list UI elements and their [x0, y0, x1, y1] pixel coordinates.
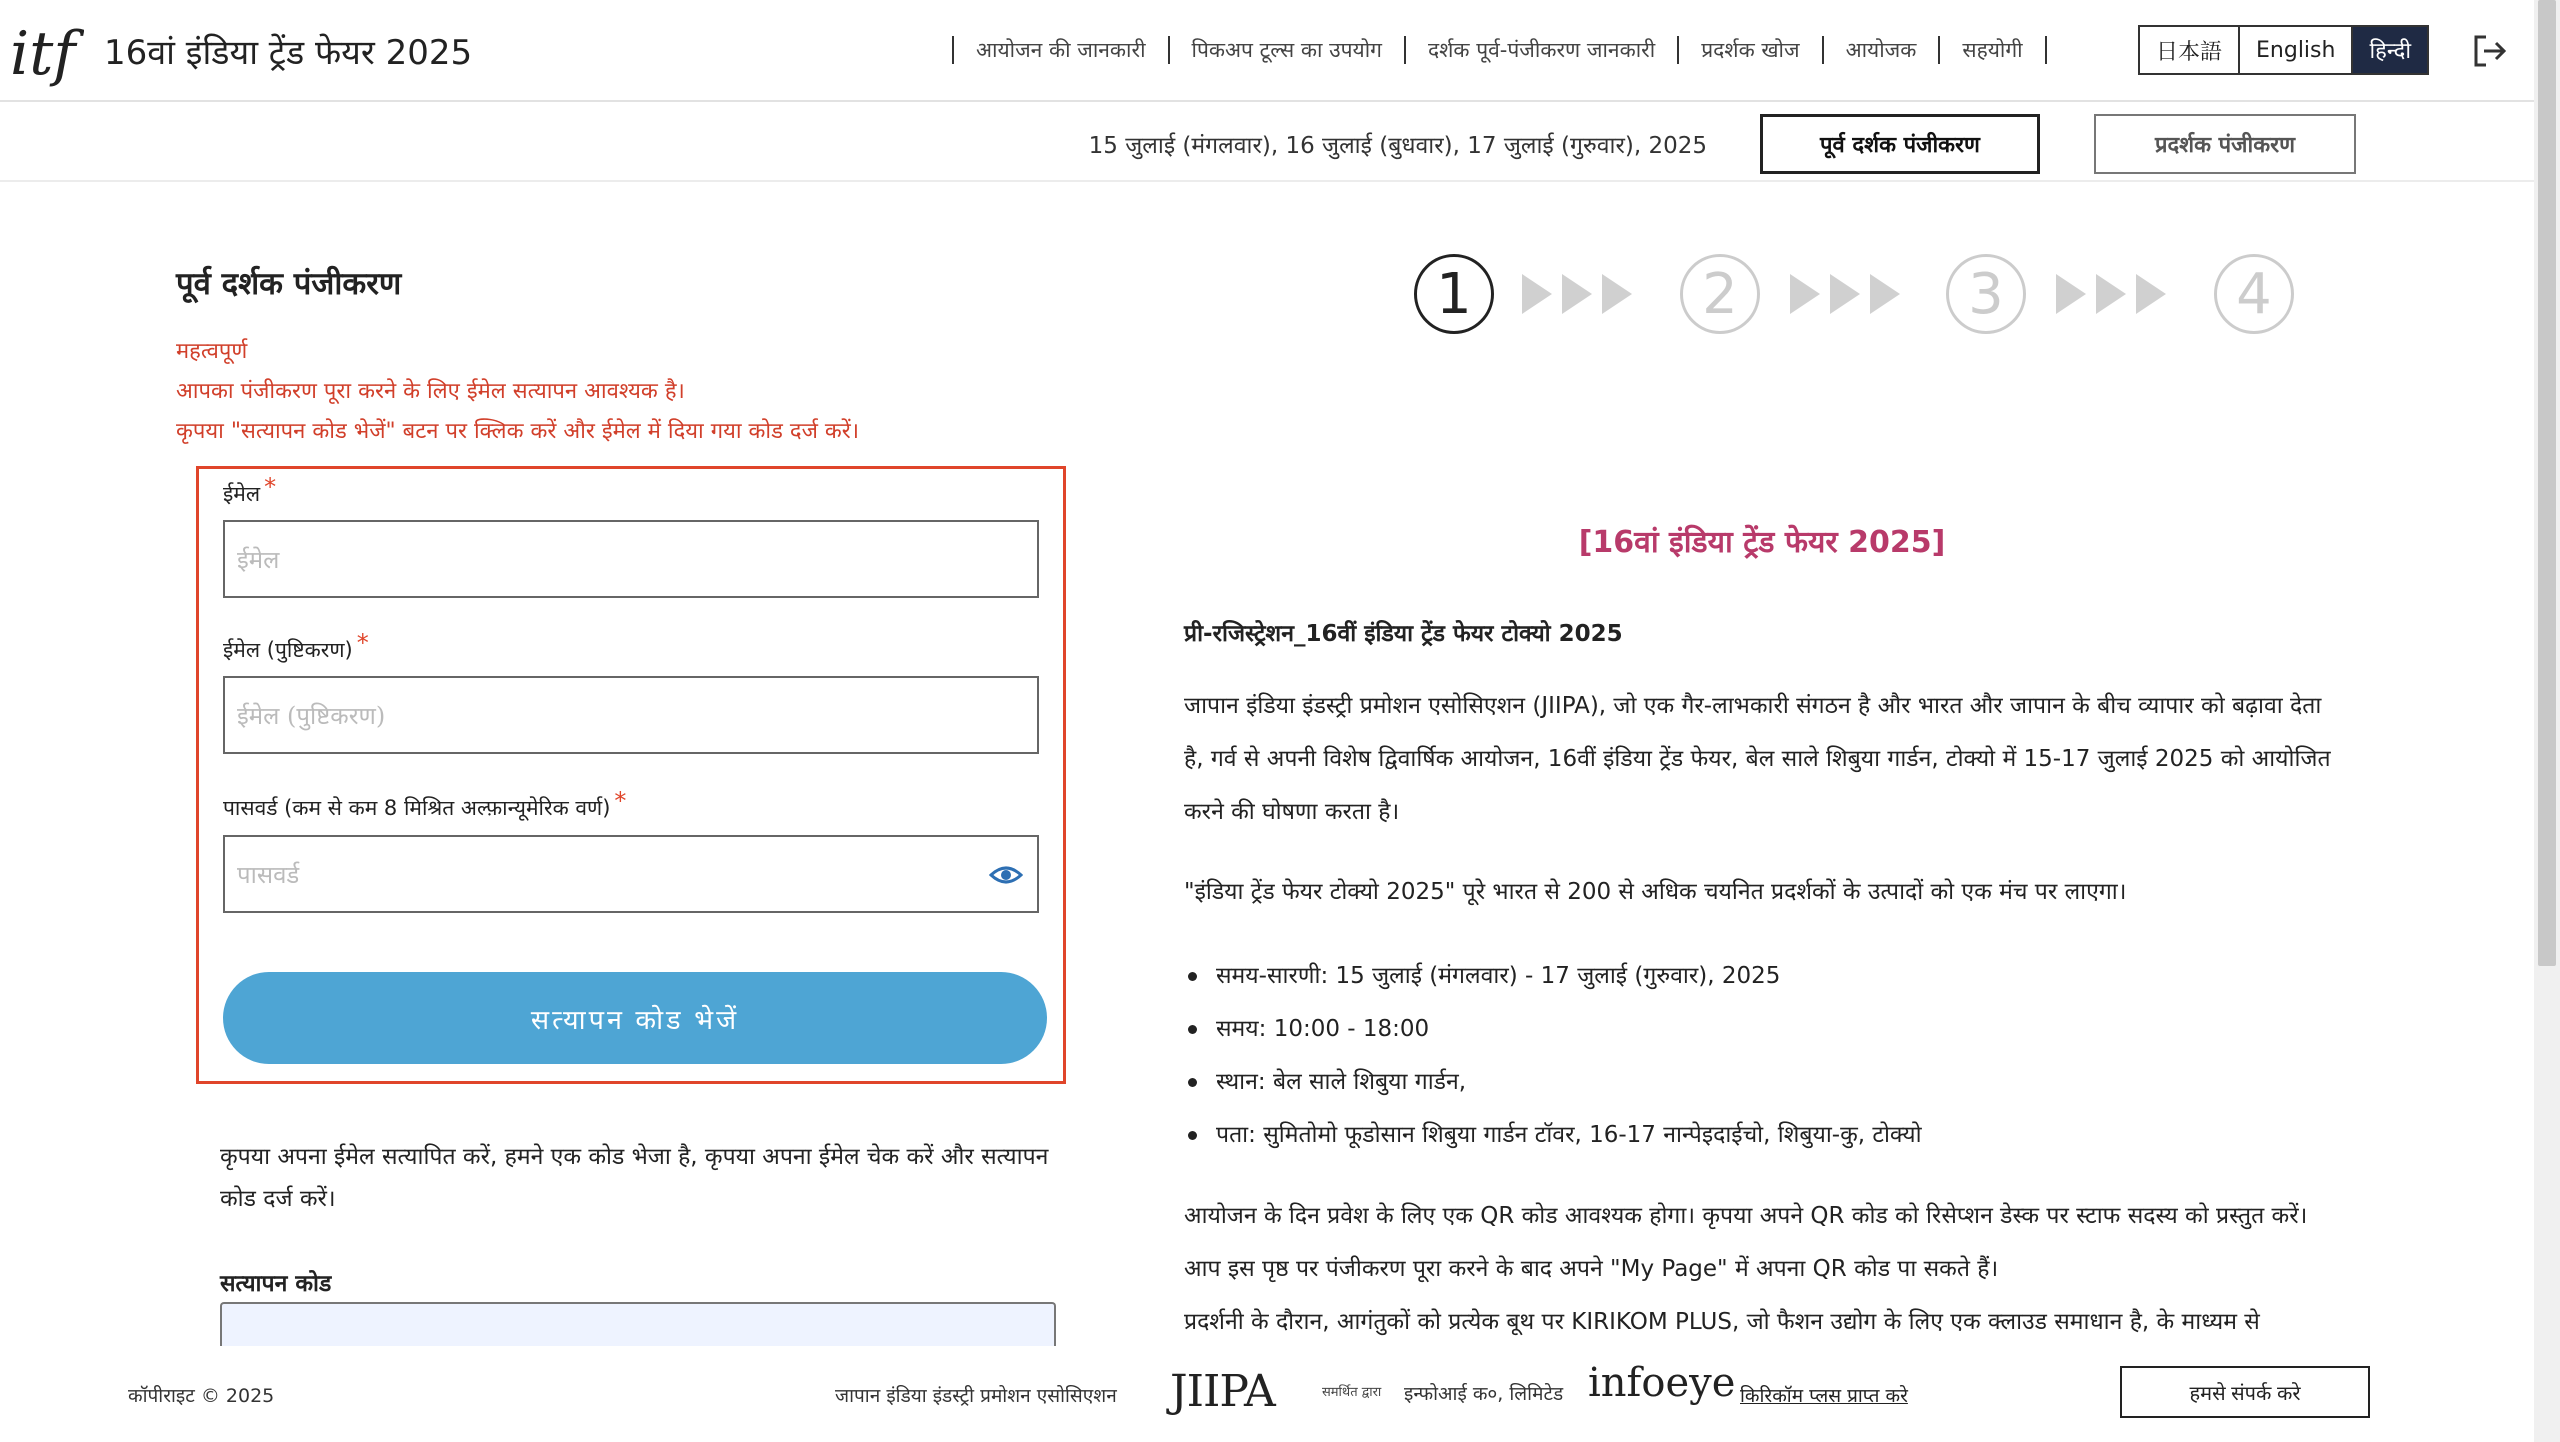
verification-code-input[interactable]: [220, 1302, 1056, 1346]
list-item: समय: 10:00 - 18:00: [1184, 1003, 1922, 1056]
email-confirm-input[interactable]: ईमेल (पुष्टिकरण): [223, 676, 1039, 754]
step-arrows-icon: [1790, 270, 1906, 318]
notice-heading: महत्वपूर्ण: [176, 339, 248, 364]
jiipa-logo: JIIPA: [1170, 1366, 1275, 1417]
show-password-eye-icon[interactable]: [989, 863, 1023, 887]
send-verification-code-button[interactable]: सत्यापन कोड भेजें: [223, 972, 1047, 1064]
nav-separator: [1677, 36, 1679, 64]
email-label: [223, 473, 277, 508]
email-label-text: ईमेल: [223, 482, 261, 506]
list-item: स्थान: बेल साले शिबुया गार्डन,: [1184, 1056, 1922, 1109]
lang-english[interactable]: English: [2240, 27, 2353, 73]
step-arrows-icon: [2056, 270, 2172, 318]
email-confirm-label-text: ईमेल (पुष्टिकरण): [223, 638, 353, 662]
lang-japanese[interactable]: 日本語: [2140, 27, 2240, 73]
lang-hindi[interactable]: हिन्दी: [2353, 27, 2427, 73]
scrollbar-thumb[interactable]: [2538, 0, 2556, 966]
intro-paragraph: जापान इंडिया इंडस्ट्री प्रमोशन एसोसिएशन (JIIPA), जो एक गैर-लाभकारी संगठन है और भारत और जापान के बीच व्यापार को बढ़ावा देता है, गर्व से अपनी विशेष द्विवार्षिक आयोजन, 16वीं इंडिया ट्रेंड फेयर, बेल साले शिबुया गार्डन, टोक्यो में 15-17 जुलाई 2025 को आयोजित करने की घोषणा करता है।: [1184, 693, 2331, 825]
page-title: पूर्व दर्शक पंजीकरण: [176, 266, 402, 302]
language-switcher: [2138, 25, 2429, 75]
main-nav: [930, 26, 2069, 74]
sponsored-by-label: समर्थित द्वारा: [1322, 1385, 1382, 1400]
contact-us-button[interactable]: हमसे संपर्क करे: [2120, 1366, 2370, 1418]
qr-code-paragraph: आयोजन के दिन प्रवेश के लिए एक QR कोड आवश्यक होगा। कृपया अपने QR कोड को रिसेप्शन डेस्क पर स्टाफ सदस्य को प्रस्तुत करें। आप इस पृष्ठ पर पंजीकरण पूरा करने के बाद अपने "My Page" में अपना QR कोड पा सकते हैं।: [1184, 1203, 2308, 1282]
sub-header: [0, 104, 2534, 182]
password-placeholder: पासवर्ड: [237, 860, 300, 889]
password-label: [223, 787, 627, 822]
nav-partners[interactable]: सहयोगी: [1962, 38, 2023, 62]
registration-form: [196, 466, 1066, 1084]
svg-text:itf: itf: [10, 19, 76, 88]
verify-instructions: कृपया अपना ईमेल सत्यापित करें, हमने एक कोड भेजा है, कृपया अपना ईमेल चेक करें और सत्यापन कोड दर्ज करें।: [220, 1144, 1049, 1212]
email-input[interactable]: ईमेल: [223, 520, 1039, 598]
nav-separator: [952, 36, 954, 64]
step-3-indicator: 3: [1946, 254, 2026, 334]
email-confirm-label: [223, 629, 369, 664]
nav-pickup-tools[interactable]: पिकअप टूल्स का उपयोग: [1191, 38, 1382, 62]
nav-separator: [1404, 36, 1406, 64]
step-4-indicator: 4: [2214, 254, 2294, 334]
logout-icon[interactable]: [2472, 34, 2508, 68]
event-heading: [16वां इंडिया ट्रेंड फेयर 2025]: [1578, 525, 1946, 560]
verification-code-label: सत्यापन कोड: [220, 1271, 332, 1297]
notice-line-1: आपका पंजीकरण पूरा करने के लिए ईमेल सत्यापन आवश्यक है।: [176, 379, 685, 404]
step-1-indicator: 1: [1414, 254, 1494, 334]
site-title[interactable]: 16वां इंडिया ट्रेंड फेयर 2025: [104, 33, 473, 73]
showcase-paragraph: "इंडिया ट्रेंड फेयर टोक्यो 2025" पूरे भारत से 200 से अधिक चयनित प्रदर्शकों के उत्पादों को एक मंच पर लाएगा।: [1184, 879, 2127, 905]
step-2-indicator: 2: [1680, 254, 1760, 334]
itf-logo-icon[interactable]: [8, 12, 84, 88]
site-header: [0, 0, 2534, 102]
notice-line-2: कृपया "सत्यापन कोड भेजें" बटन पर क्लिक करें और ईमेल में दिया गया कोड दर्ज करें।: [176, 419, 860, 444]
required-mark: *: [264, 473, 277, 501]
nav-exhibitor-search[interactable]: प्रदर्शक खोज: [1701, 38, 1800, 62]
association-name: जापान इंडिया इंडस्ट्री प्रमोशन एसोसिएशन: [835, 1385, 1117, 1407]
important-notice: [176, 332, 859, 452]
list-item: समय-सारणी: 15 जुलाई (मंगलवार) - 17 जुलाई (गुरुवार), 2025: [1184, 950, 1922, 1003]
password-input[interactable]: [223, 835, 1039, 913]
visitor-registration-button[interactable]: पूर्व दर्शक पंजीकरण: [1760, 114, 2040, 174]
required-mark: *: [356, 629, 369, 657]
kirikom-plus-link[interactable]: किरिकॉम प्लस प्राप्त करे: [1740, 1385, 1908, 1407]
kirikom-paragraph: प्रदर्शनी के दौरान, आगंतुकों को प्रत्येक बूथ पर KIRIKOM PLUS, जो फैशन उद्योग के लिए एक क्लाउड समाधान है, के माध्यम से: [1184, 1309, 2260, 1335]
nav-separator: [2045, 36, 2047, 64]
site-footer: [0, 1346, 2534, 1442]
required-mark: *: [614, 787, 627, 815]
nav-visitor-preregistration[interactable]: दर्शक पूर्व-पंजीकरण जानकारी: [1427, 38, 1656, 62]
step-arrows-icon: [1522, 270, 1638, 318]
infoi-company-name: इन्फोआई क०, लिमिटेड: [1404, 1383, 1564, 1405]
preregistration-title: प्री-रजिस्ट्रेशन_16वीं इंडिया ट्रेंड फेयर टोक्यो 2025: [1184, 621, 1623, 647]
password-label-text: पासवर्ड (कम से कम 8 मिश्रित अल्फ़ान्यूमेरिक वर्ण): [223, 796, 611, 820]
nav-separator: [1938, 36, 1940, 64]
infoeye-logo: infoeye: [1588, 1360, 1736, 1406]
list-item: पता: सुमितोमो फूडोसान शिबुया गार्डन टॉवर, 16-17 नान्पेइदाईचो, शिबुया-कु, टोक्यो: [1184, 1109, 1922, 1162]
copyright-text: कॉपीराइट © 2025: [128, 1385, 275, 1407]
event-details-list: [1184, 950, 1922, 1162]
exhibitor-registration-button[interactable]: प्रदर्शक पंजीकरण: [2094, 114, 2356, 174]
event-dates: 15 जुलाई (मंगलवार), 16 जुलाई (बुधवार), 17 जुलाई (गुरुवार), 2025: [1088, 133, 1707, 159]
nav-event-info[interactable]: आयोजन की जानकारी: [976, 38, 1146, 62]
nav-separator: [1168, 36, 1170, 64]
nav-separator: [1822, 36, 1824, 64]
nav-organizer[interactable]: आयोजक: [1845, 38, 1917, 62]
